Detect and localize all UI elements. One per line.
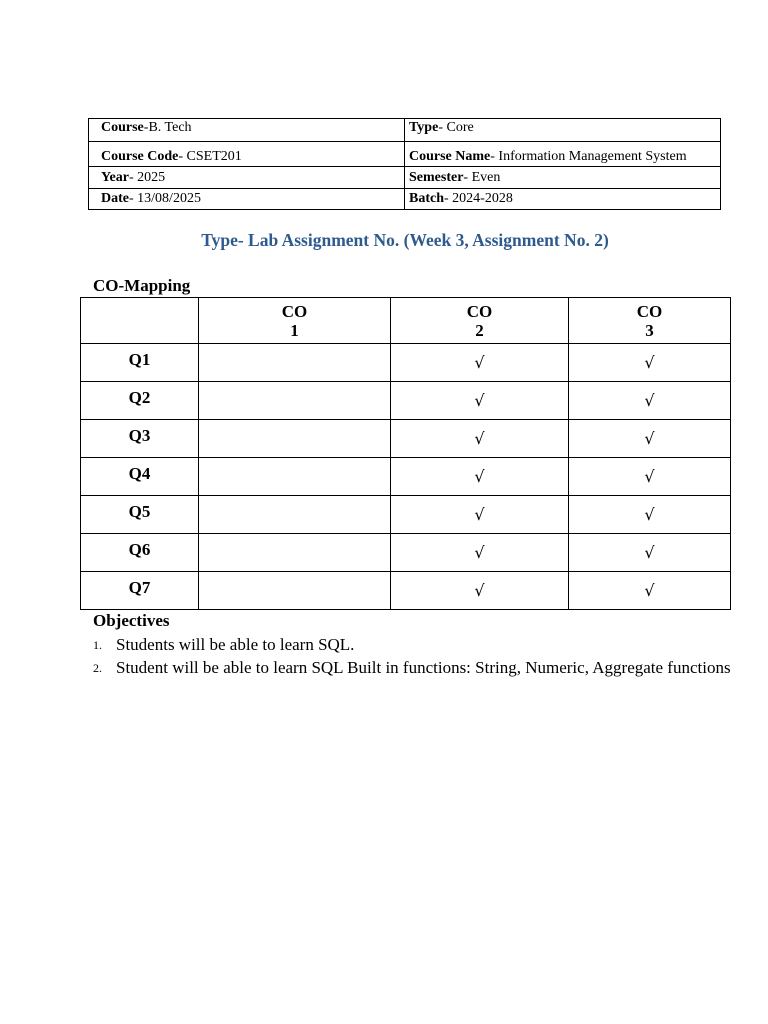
semester-cell — [405, 167, 721, 189]
batch-label: Batch — [409, 191, 444, 206]
course-info-table — [88, 118, 721, 210]
question-label: Q6 — [81, 534, 199, 572]
course-code-cell — [89, 142, 405, 167]
co3-cell: √ — [569, 534, 731, 572]
date-cell — [89, 189, 405, 210]
co-header-number: 3 — [645, 320, 654, 340]
question-label: Q7 — [81, 572, 199, 610]
course-value: -B. Tech — [143, 120, 192, 135]
type-label: Type — [409, 120, 439, 135]
co-header-row — [81, 298, 731, 344]
co3-cell: √ — [569, 344, 731, 382]
question-label: Q2 — [81, 382, 199, 420]
objectives-list — [93, 634, 733, 680]
corner-cell — [81, 298, 199, 344]
co2-cell: √ — [391, 344, 569, 382]
info-row — [89, 142, 721, 167]
co3-cell: √ — [569, 382, 731, 420]
co2-cell: √ — [391, 458, 569, 496]
batch-value: - 2024-2028 — [444, 191, 513, 206]
year-value: - 2025 — [129, 169, 166, 185]
course-code-value: - CSET201 — [178, 149, 242, 164]
co-row — [81, 382, 731, 420]
objective-text: Student will be able to learn SQL Built in functions: String, Numeric, Aggregate functions — [116, 658, 731, 677]
co1-cell — [199, 382, 391, 420]
co2-cell: √ — [391, 534, 569, 572]
question-label: Q5 — [81, 496, 199, 534]
co-row — [81, 420, 731, 458]
question-label: Q4 — [81, 458, 199, 496]
co-mapping-heading: CO-Mapping — [93, 276, 191, 295]
co3-cell: √ — [569, 420, 731, 458]
co-header-cell — [569, 298, 731, 344]
objective-item — [93, 657, 733, 678]
co-row — [81, 534, 731, 572]
question-label: Q3 — [81, 420, 199, 458]
year-cell — [89, 167, 405, 189]
info-row — [89, 119, 721, 142]
course-name-label: Course Name — [409, 149, 491, 164]
date-value: - 13/08/2025 — [129, 191, 201, 206]
objective-number: 2. — [93, 661, 102, 675]
co1-cell — [199, 572, 391, 610]
batch-cell — [405, 189, 721, 210]
co1-cell — [199, 344, 391, 382]
co-header-number: 2 — [475, 320, 484, 340]
semester-label: Semester — [409, 169, 464, 185]
co2-cell: √ — [391, 382, 569, 420]
co2-cell: √ — [391, 420, 569, 458]
co-row — [81, 458, 731, 496]
info-row — [89, 189, 721, 210]
co-header-cell — [391, 298, 569, 344]
course-name-value: - Information Management System — [490, 149, 687, 164]
co-header-label: CO — [466, 301, 493, 321]
co-row — [81, 572, 731, 610]
objective-text: Students will be able to learn SQL. — [116, 635, 355, 654]
co2-cell: √ — [391, 496, 569, 534]
co1-cell — [199, 420, 391, 458]
co-mapping-table — [80, 297, 731, 610]
objective-number: 1. — [93, 638, 102, 652]
co-row — [81, 344, 731, 382]
co-header-number: 1 — [290, 320, 299, 340]
co1-cell — [199, 458, 391, 496]
co3-cell: √ — [569, 496, 731, 534]
co-header-label: CO — [636, 301, 663, 321]
course-label: Course — [101, 120, 144, 135]
course-code-label: Course Code — [101, 149, 179, 164]
type-cell — [405, 119, 721, 142]
assignment-title: Type- Lab Assignment No. (Week 3, Assignment No. 2) — [201, 230, 609, 250]
co1-cell — [199, 534, 391, 572]
year-label: Year — [101, 169, 129, 185]
info-row — [89, 167, 721, 189]
objective-item — [93, 634, 733, 655]
date-label: Date — [101, 191, 129, 206]
course-cell — [89, 119, 405, 142]
objectives-heading: Objectives — [93, 611, 170, 630]
co3-cell: √ — [569, 458, 731, 496]
co-row — [81, 496, 731, 534]
semester-value: - Even — [463, 169, 501, 185]
co2-cell: √ — [391, 572, 569, 610]
question-label: Q1 — [81, 344, 199, 382]
co3-cell: √ — [569, 572, 731, 610]
co-header-label: CO — [281, 301, 308, 321]
co1-cell — [199, 496, 391, 534]
co-header-cell — [199, 298, 391, 344]
type-value: - Core — [438, 120, 474, 135]
course-name-cell — [405, 142, 721, 167]
